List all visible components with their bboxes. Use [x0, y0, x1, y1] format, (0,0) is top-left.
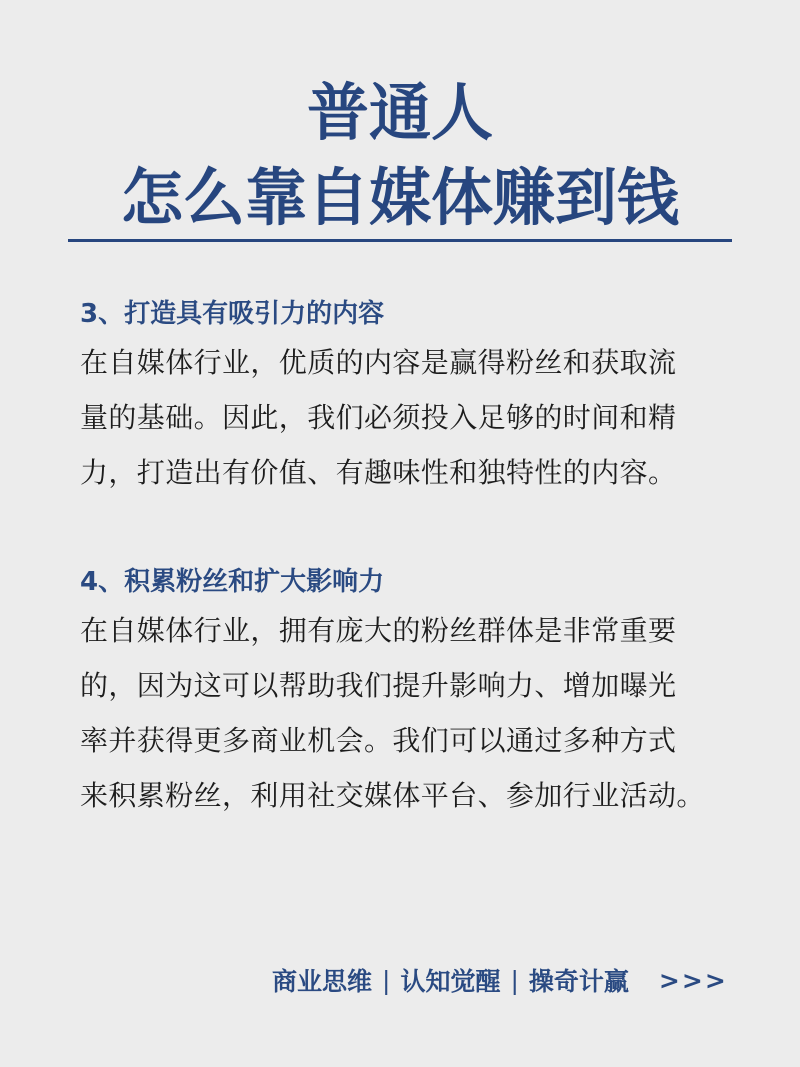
- footer-separator: |: [510, 965, 519, 995]
- footer-tags: [272, 958, 728, 1002]
- footer-separator: |: [382, 965, 391, 995]
- footer-tag-business-thinking: 商业思维: [272, 967, 373, 996]
- paragraph-line: 力，打造出有价值、有趣味性和独特性的内容。: [80, 456, 677, 489]
- more-arrows-icon: >>>: [658, 965, 728, 995]
- paragraph-line: 量的基础。因此，我们必须投入足够的时间和精: [80, 401, 677, 434]
- section-heading: 4、积累粉丝和扩大影响力: [80, 567, 385, 597]
- paragraph-line: 率并获得更多商业机会。我们可以通过多种方式: [80, 724, 677, 757]
- section-content-quality: [80, 294, 730, 495]
- section-followers: [80, 562, 730, 818]
- footer-tag-strategy: 操奇计赢: [528, 967, 629, 996]
- section-heading: 3、打造具有吸引力的内容: [80, 299, 385, 329]
- page-title-line-1: 普通人: [306, 76, 493, 149]
- footer-tag-cognitive-awakening: 认知觉醒: [400, 967, 501, 996]
- paragraph-line: 在自媒体行业，优质的内容是赢得粉丝和获取流: [80, 346, 677, 379]
- paragraph-line: 在自媒体行业，拥有庞大的粉丝群体是非常重要: [80, 614, 677, 647]
- title-divider: [68, 239, 732, 242]
- paragraph-line: 来积累粉丝，利用社交媒体平台、参加行业活动。: [80, 779, 705, 812]
- page-title-line-2: 怎么靠自媒体赚到钱: [120, 161, 679, 234]
- paragraph-line: 的，因为这可以帮助我们提升影响力、增加曝光: [80, 669, 677, 702]
